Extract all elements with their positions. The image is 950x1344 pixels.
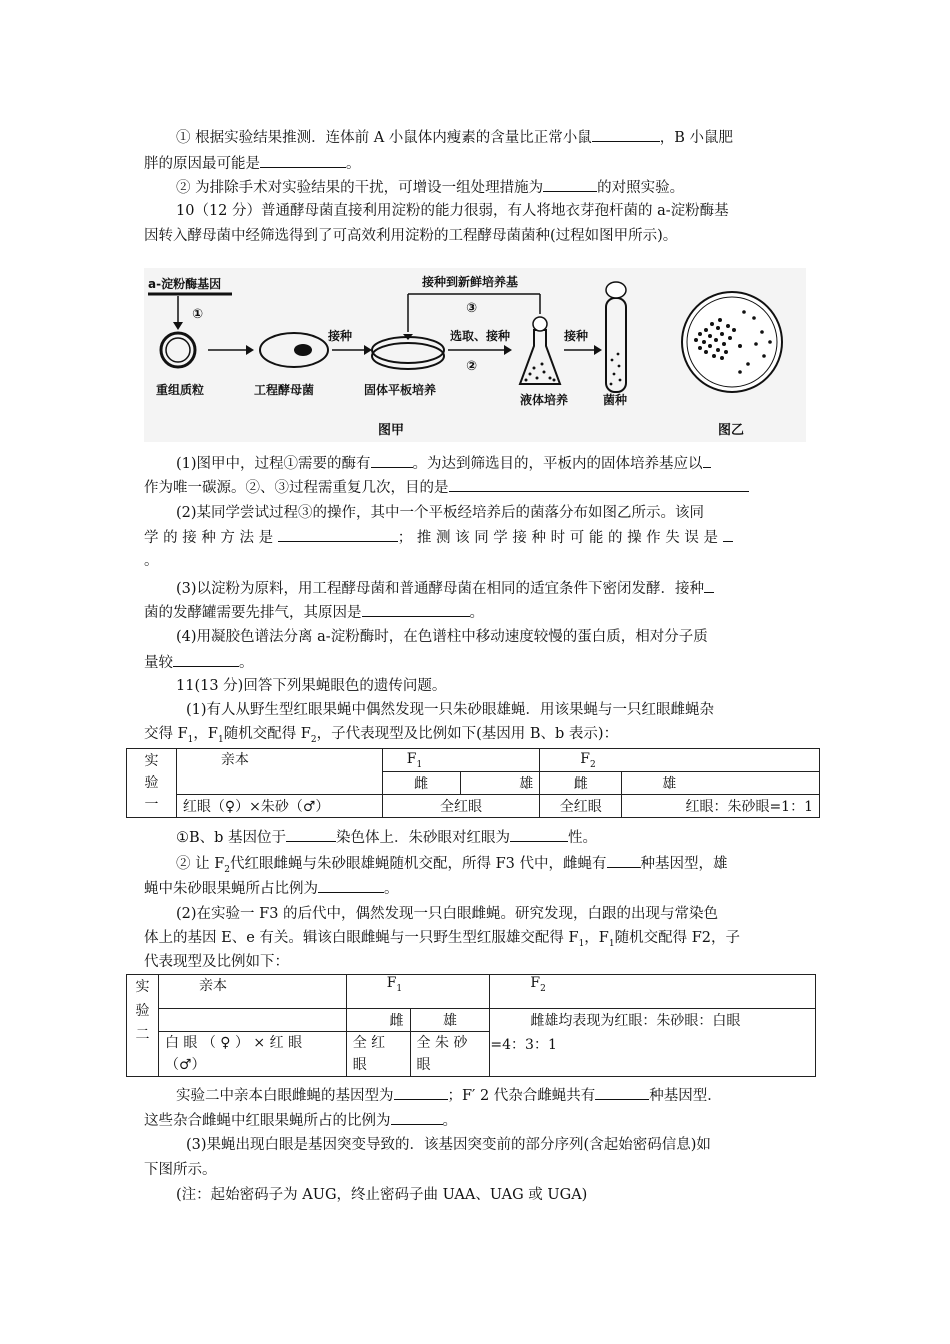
experiment-label: 实 验 一 [127, 749, 177, 818]
blank-cell [158, 1009, 346, 1032]
test-tube-cap [606, 282, 626, 298]
text: 性。 [568, 830, 598, 846]
flask-cells [525, 363, 556, 382]
plasmid-inner [166, 338, 190, 362]
text: ； 推 测 该 同 学 接 种 时 可 能 的 操 作 失 误 是 [397, 530, 719, 546]
plate-base [372, 343, 444, 369]
question-11-1-part-2-line-2 [144, 877, 806, 900]
subscript: 2 [310, 734, 317, 745]
plate-b-icon [682, 292, 782, 392]
f2-result: 雌雄均表现为红眼：朱砂眼：白眼 =4：3：1 [490, 1009, 816, 1077]
parent-cross: 白 眼 （ ♀ ） × 红 眼 （♂） [158, 1032, 346, 1077]
text: 代红眼雌蝇与朱砂眼雄蝇随机交配，所得 F3 代中，雌蝇有 [230, 856, 607, 872]
f1-female-header: 雌 [346, 1009, 410, 1032]
question-10-1-line-2 [144, 476, 806, 499]
text: ①B、b 基因位于 [176, 830, 287, 846]
text: ① 根据实验结果推测．连体前 A 小鼠体内瘦素的含量比正常小鼠 [176, 130, 592, 146]
text: 种基因型． [649, 1088, 722, 1104]
text: 蝇中朱砂眼果蝇所占比例为 [144, 881, 318, 897]
question-10-4-line-2 [144, 651, 806, 674]
answer-blank[interactable] [592, 126, 660, 142]
subscript: 1 [608, 938, 615, 949]
answer-blank[interactable] [703, 452, 711, 468]
text: 学 的 接 种 方 法 是 [144, 530, 274, 546]
subscript: 2 [224, 864, 231, 875]
f1-male-header: 雄 [410, 1009, 490, 1032]
f2-male-result: 红眼：朱砂眼=1：1 [622, 795, 820, 818]
answer-blank[interactable] [449, 476, 749, 492]
answer-blank[interactable] [391, 1109, 443, 1125]
arrow-head [594, 345, 602, 355]
figure-a-label: 图甲 [378, 423, 405, 438]
question-11-2-answer-line-1 [176, 1084, 806, 1107]
answer-blank[interactable] [704, 577, 714, 593]
text: ，子代表现型及比例如下(基因用 B、b 表示)： [316, 726, 619, 742]
text: 染色体上．朱砂眼对红眼为 [336, 830, 511, 846]
arrow-head [173, 322, 183, 330]
test-tube-icon [606, 298, 626, 392]
flask-icon [520, 330, 560, 384]
question-9-line-3 [176, 176, 806, 199]
fresh-medium-label: 接种到新鲜培养基 [422, 275, 519, 289]
question-11-1-line-1: (1)有人从野生型红眼果蝇中偶然发现一只朱砂眼雄蝇．用该果蝇与一只红眼雌蝇杂 [186, 702, 715, 718]
text: 。 [346, 156, 361, 172]
text: ，B 小鼠肥 [659, 130, 734, 146]
question-11-1-line-2 [144, 723, 806, 751]
step-1-label: ① [192, 307, 204, 322]
question-10-2-line-3: 。 [144, 553, 159, 569]
liquid-culture-label: 液体培养 [520, 393, 569, 407]
f1-male-header: 雄 [460, 772, 540, 795]
plasmid-label: 重组质粒 [156, 383, 205, 397]
text: ，F [584, 930, 609, 946]
flask-stopper [533, 317, 547, 331]
text: 量较 [144, 655, 173, 671]
text: 种基因型，雄 [640, 856, 728, 872]
arrow-head [246, 345, 254, 355]
select-label: 选取、接种 [450, 329, 511, 343]
f2-female-result: 全红眼 [540, 795, 622, 818]
answer-blank[interactable] [318, 877, 384, 893]
f1-male-result: 全 朱 砂 眼 [410, 1032, 490, 1077]
text: 。为达到筛选目的，平板内的固体培养基应以 [412, 456, 703, 472]
f2-header: $F_2$ [490, 975, 816, 1009]
question-10-4-line-1: (4)用凝胶色谱法分离 a-淀粉酶时，在色谱柱中移动速度较慢的蛋白质，相对分子质 [176, 629, 708, 645]
question-10-2-line-2 [144, 526, 806, 549]
answer-blank[interactable] [607, 852, 641, 868]
strain-label: 菌种 [603, 393, 628, 407]
question-9-line-1 [176, 126, 806, 149]
question-11-3-line-2: 下图所示。 [144, 1162, 217, 1178]
question-9-line-2 [144, 152, 806, 175]
question-10-line-2: 因转入酵母菌中经筛选得到了可高效利用淀粉的工程酵母菌菌种(过程如图甲所示)。 [144, 228, 678, 244]
text: ；F′ 2 代杂合雌蝇共有 [447, 1088, 596, 1104]
plate-icon [372, 337, 444, 363]
text: ，F [193, 726, 218, 742]
experiment-figure [144, 268, 806, 442]
f2-male-header: 雄 [622, 772, 820, 795]
question-11-1-part-1 [176, 826, 806, 849]
text: 。 [239, 655, 254, 671]
text: ② 让 F [176, 856, 225, 872]
subscript: 1 [187, 734, 194, 745]
answer-blank[interactable] [595, 1084, 649, 1100]
gene-label: a-淀粉酶基因 [148, 277, 222, 291]
text: 随机交配得 F2，子 [614, 930, 740, 946]
tube-cells [610, 353, 622, 386]
text: ② 为排除手术对实验结果的干扰，可增设一组处理措施为 [176, 180, 544, 196]
question-10-1-line-1 [176, 452, 806, 475]
plate-label: 固体平板培养 [364, 383, 437, 397]
text: 这些杂合雌蝇中红眼果蝇所占的比例为 [144, 1113, 391, 1129]
step-2-label: ② [466, 359, 478, 374]
text: 胖的原因最可能是 [144, 156, 260, 172]
answer-blank[interactable] [286, 826, 336, 842]
f1-header: $F_1$ [382, 749, 540, 772]
question-10-3-line-1 [176, 577, 806, 600]
f1-header: $F_1$ [346, 975, 490, 1009]
text: 的对照实验。 [597, 180, 685, 196]
figure-b-label: 图乙 [718, 423, 745, 438]
question-11-title: 11(13 分)回答下列果蝇眼色的遗传问题。 [176, 678, 447, 694]
answer-blank[interactable] [543, 176, 597, 192]
text: 。 [469, 605, 484, 621]
answer-blank[interactable] [510, 826, 568, 842]
text: (3)以淀粉为原料，用工程酵母菌和普通酵母菌在相同的适宜条件下密闭发酵．接种 [176, 581, 705, 597]
answer-blank[interactable] [173, 651, 239, 667]
yeast-nucleus [294, 344, 312, 356]
question-11-2-answer-line-2 [144, 1109, 806, 1132]
inoculate-label-2: 接种 [564, 329, 589, 343]
step-3-label: ③ [466, 301, 478, 316]
text: 。 [384, 881, 399, 897]
inoculate-label-1: 接种 [328, 329, 353, 343]
text: 作为唯一碳源。②、③过程需重复几次，目的是 [144, 480, 449, 496]
arrow-head [364, 345, 372, 355]
subscript: 1 [578, 938, 585, 949]
question-11-2-line-1: (2)在实验一 F3 的后代中，偶然发现一只白眼雌蝇。研究发现，白跟的出现与常染色 [176, 906, 719, 922]
question-11-3-line-1: (3)果蝇出现白眼是基因突变导致的．该基因突变前的部分序列(含起始密码信息)如 [186, 1137, 711, 1153]
text: 实验二中亲本白眼雌蝇的基因型为 [176, 1088, 394, 1104]
experiment-label: 实 验 二 [127, 975, 159, 1077]
text: 交得 F [144, 726, 188, 742]
f1-female-header: 雌 [382, 772, 460, 795]
text: (1)图甲中，过程①需要的酶有 [176, 456, 371, 472]
parent-cross: 红眼（♀）×朱砂（♂） [176, 795, 382, 818]
f2-female-header: 雌 [540, 772, 622, 795]
text: 菌的发酵罐需要先排气，其原因是 [144, 605, 362, 621]
arrow-head [504, 345, 512, 355]
subscript: 1 [217, 734, 224, 745]
answer-blank[interactable] [723, 526, 733, 542]
f1-female-result: 全 红 眼 [346, 1032, 410, 1077]
answer-blank[interactable] [371, 452, 413, 468]
f2-header: $F_2$ [540, 749, 820, 772]
parent-header: 亲本 [158, 975, 346, 1009]
answer-blank[interactable] [278, 526, 398, 542]
answer-blank[interactable] [362, 601, 470, 617]
text: 随机交配得 F [223, 726, 311, 742]
question-10-2-line-1: (2)某同学尝试过程③的操作，其中一个平板经培养后的菌落分布如图乙所示。该同 [176, 505, 705, 521]
text: 。 [442, 1113, 457, 1129]
f1-result: 全红眼 [382, 795, 540, 818]
process-diagram [144, 268, 806, 442]
yeast-label: 工程酵母菌 [254, 383, 315, 397]
parent-header: 亲本 [176, 749, 382, 795]
answer-blank[interactable] [394, 1084, 448, 1100]
question-10-line-1: 10（12 分）普通酵母菌直接利用淀粉的能力很弱，有人将地衣芽孢杆菌的 a-淀粉酶基 [176, 203, 729, 219]
text: 体上的基因 E、e 有关。辑该白眼雌蝇与一只野生型红服雄交配得 F [144, 930, 579, 946]
experiment-1-table [126, 748, 820, 818]
question-11-3-note: (注：起始密码子为 AUG，终止密码子曲 UAA、UAG 或 UGA) [176, 1187, 588, 1203]
answer-blank[interactable] [260, 152, 346, 168]
question-10-3-line-2 [144, 601, 806, 624]
question-11-2-line-3: 代表现型及比例如下： [144, 954, 289, 970]
experiment-2-table [126, 974, 816, 1077]
